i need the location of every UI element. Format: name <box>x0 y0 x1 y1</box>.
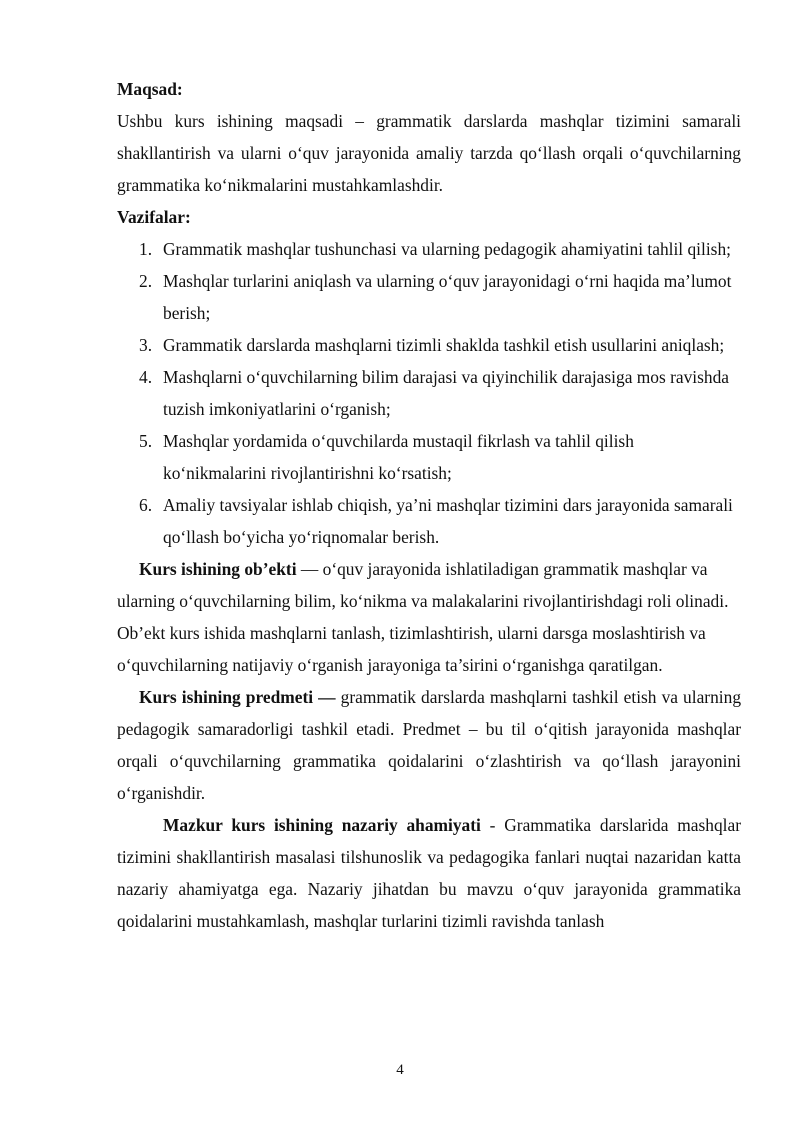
list-item <box>117 361 741 425</box>
obekt-term: Kurs ishining ob’ekti <box>139 559 297 579</box>
list-item-number: 5. <box>139 431 153 451</box>
predmet-text: grammatik darslarda mashqlarni tashkil etish va ularning pedagogik samaradorligi tashkil etadi. Predmet – bu til o‘qitish jarayonida mashqlar orqali o‘quvchilarning grammatika qoidalarini o‘zlashtirish va qo‘llash jarayonini o‘rganishdir. <box>117 687 742 803</box>
list-item-text: Mashqlar yordamida o‘quvchilarda mustaqil fikrlash va tahlil qilish ko‘nikmalarini rivojlantirishni ko‘rsatish; <box>163 431 634 483</box>
nazariy-text: - Grammatika darslarida mashqlar tizimini shakllantirish masalasi tilshunoslik va pedagogika fanlari nuqtai nazaridan katta nazariy ahamiyatga ega. Nazariy jihatdan bu mavzu o‘quv jarayonida grammatika qoidalarini mustahkamlash, mashqlar turlarini tizimli ravishda tanlash <box>117 815 741 931</box>
list-item-number: 6. <box>139 495 153 515</box>
list-item-number: 1. <box>139 239 153 259</box>
nazariy-term: Mazkur kurs ishining nazariy ahamiyati <box>163 815 481 835</box>
obekt-text: — o‘quv jarayonida ishlatiladigan grammatik mashqlar va ularning o‘quvchilarning bilim, ko‘nikma va malakalarini rivojlantirishdagi roli olinadi. Ob’ekt kurs ishida mashqlarni tanlash, tizimlashtirish, ularni darsga moslashtirish va o‘quvchilarning natijaviy o‘rganish jarayoniga ta’sirini o‘rganishga qaratilgan. <box>117 559 729 675</box>
list-item <box>117 489 741 553</box>
page-number: 4 <box>396 1062 404 1078</box>
list-item-text: Amaliy tavsiyalar ishlab chiqish, ya’ni mashqlar tizimini dars jarayonida samarali qo‘llash bo‘yicha yo‘riqnomalar berish. <box>163 495 733 547</box>
list-item-text: Grammatik mashqlar tushunchasi va ularning pedagogik ahamiyatini tahlil qilish; <box>163 239 731 259</box>
list-item-number: 4. <box>139 367 153 387</box>
list-item-text: Mashqlar turlarini aniqlash va ularning o‘quv jarayonidagi o‘rni haqida ma’lumot berish; <box>163 271 732 323</box>
nazariy-paragraph <box>117 809 741 937</box>
predmet-term: Kurs ishining predmeti — <box>139 687 336 707</box>
document-page <box>117 73 741 937</box>
vazifalar-list <box>117 233 741 553</box>
list-item <box>117 425 741 489</box>
list-item <box>117 265 741 329</box>
list-item-number: 2. <box>139 271 153 291</box>
list-item-text: Grammatik darslarda mashqlarni tizimli shaklda tashkil etish usullarini aniqlash; <box>163 335 725 355</box>
predmet-paragraph <box>117 681 741 809</box>
list-item-number: 3. <box>139 335 153 355</box>
list-item <box>117 233 741 265</box>
maqsad-heading: Maqsad: <box>117 79 183 99</box>
list-item <box>117 329 741 361</box>
maqsad-text: Ushbu kurs ishining maqsadi – grammatik darslarda mashqlar tizimini samarali shakllantirish va ularni o‘quv jarayonida amaliy tarzda qo‘llash orqali o‘quvchilarning grammatika ko‘nikmalarini mustahkamlashdir. <box>117 111 741 195</box>
list-item-text: Mashqlarni o‘quvchilarning bilim darajasi va qiyinchilik darajasiga mos ravishda tuzish imkoniyatlarini o‘rganish; <box>163 367 730 419</box>
obekt-paragraph <box>117 553 741 681</box>
vazifalar-heading: Vazifalar: <box>117 207 191 227</box>
